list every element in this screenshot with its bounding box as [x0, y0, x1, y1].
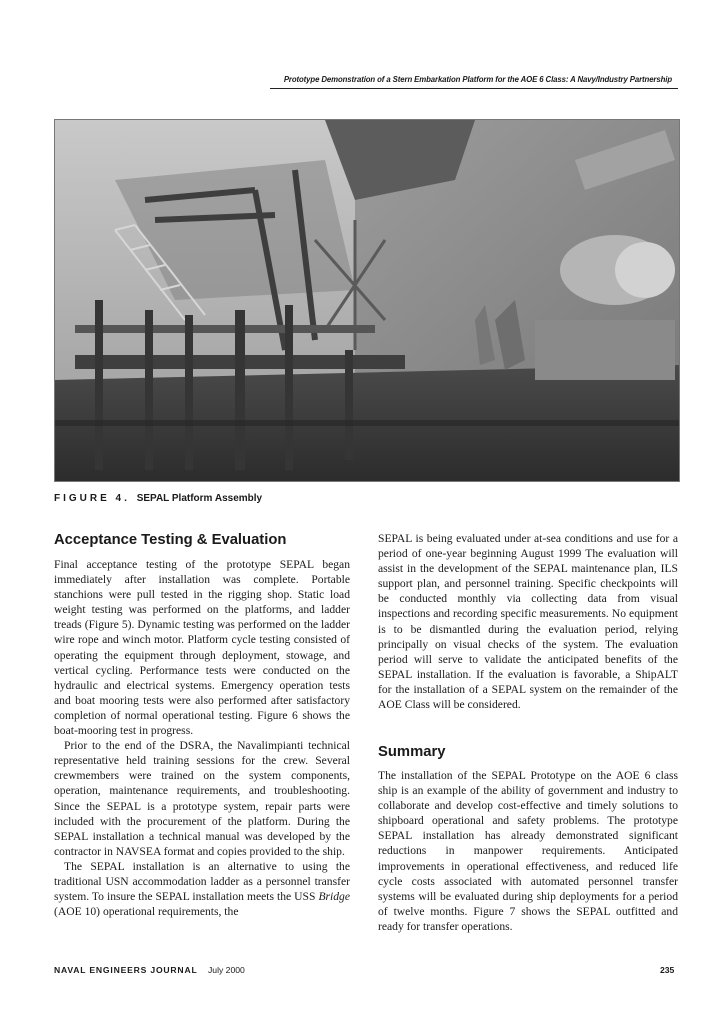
paragraph-acceptance-3-start: The SEPAL installation is an alternative to using the traditional USN accommodation ladder as a personnel transfer system. To insure the SEPAL installation meets the USS: [54, 859, 350, 904]
header-rule: [270, 88, 678, 89]
running-head: Prototype Demonstration of a Stern Embarkation Platform for the AOE 6 Class: A Navy/Industry Partnership: [283, 75, 672, 84]
figure-label: FIGURE 4.: [54, 493, 130, 504]
ship-name: Bridge: [318, 890, 350, 904]
body-column-left: [54, 557, 350, 919]
paragraph-acceptance-4: SEPAL is being evaluated under at-sea conditions and use for a period of one-year beginning August 1999 The evaluation will assist in the development of the SEPAL maintenance plan, ILS support plan, and personnel training. Specific checkpoints will be conducted monthly via collecting data from visual inspections and recording specific measurements. No equipment is to be dismantled during the evaluation period, relying principally on visual checks of the system. The evaluation period will serve to validate the anticipated benefits of the SEPAL installation. If the evaluation is favorable, a ShipALT for the installation of a SEPAL system on the remainder of the AOE Class will be considered.: [378, 532, 678, 712]
paragraph-acceptance-3: [54, 859, 350, 919]
body-column-right-bottom: [378, 768, 678, 934]
footer-date: July 2000: [208, 965, 245, 975]
figure-caption-text: SEPAL Platform Assembly: [136, 493, 263, 504]
paragraph-acceptance-2: Prior to the end of the DSRA, the Navalimpianti technical representative held training sessions for the crew. Several crewmembers were trained on the system components, operation, maintenance requirements, and troubleshooting. Since the SEPAL is a prototype system, repair parts were included with the procurement of the platform. During the SEPAL installation a technical manual was developed by the contractor in NAVSEA format and copies provided to the ship.: [54, 739, 350, 858]
footer-journal-name: NAVAL ENGINEERS JOURNAL: [54, 965, 198, 975]
paragraph-acceptance-3-end: (AOE 10) operational requirements, the: [54, 905, 239, 919]
section-title-acceptance: Acceptance Testing & Evaluation: [54, 532, 287, 548]
figure-photo: [54, 119, 680, 482]
page-number: 235: [660, 965, 675, 975]
section-title-summary: Summary: [378, 744, 446, 760]
body-column-right-top: [378, 531, 678, 712]
paragraph-summary: The installation of the SEPAL Prototype on the AOE 6 class ship is an example of the ability of government and industry to collaborate and develop cost-effective and timely solutions to shipboard operational and safety problems. The prototype SEPAL installation has already demonstrated significant reductions in manpower requirements. Anticipated improvements in operational effectiveness, and reduced life cycle costs associated with automated personnel transfer systems will be evaluated during ship deployments for a period of twelve months. Figure 7 shows the SEPAL outfitted and ready for transfer operations.: [378, 769, 678, 933]
figure-caption: [54, 493, 262, 504]
paragraph-acceptance-1: Final acceptance testing of the prototype SEPAL began immediately after installation was complete. Portable stanchions were pull tested in the rigging shop. Static load weight testing was performed on the platforms, and ladder treads (Figure 5). Dynamic testing was performed on the ladder wire rope and winch motor. Platform cycle testing consisted of operating the equipment through deployment, stowage, and vertical cycling. Performance tests were conducted on the hydraulic and electrical systems. Emergency operation tests and boat mooring tests were also performed after satisfactory completion of normal operational testing. Figure 6 shows the boat-mooring test in progress.: [54, 558, 350, 738]
